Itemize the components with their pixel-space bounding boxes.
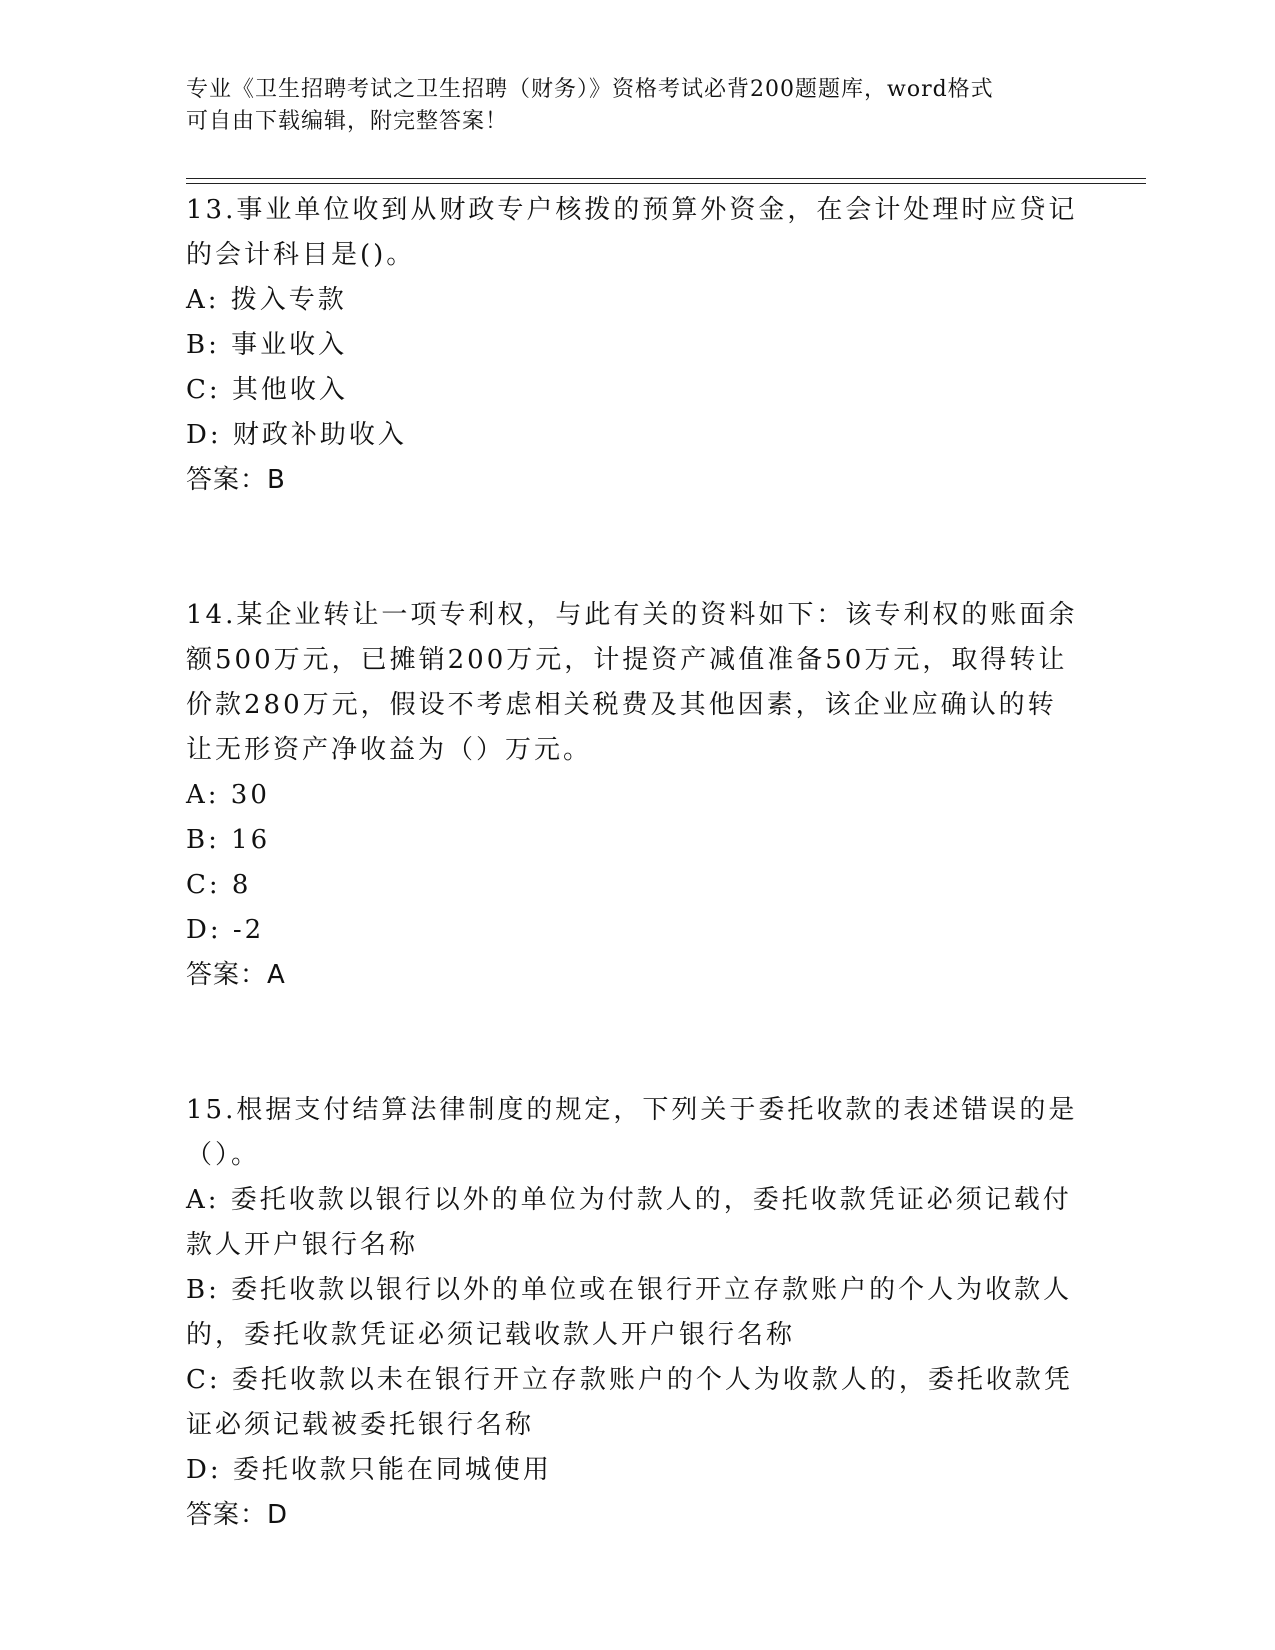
header-divider	[186, 178, 1146, 179]
question-text: 额500万元，已摊销200万元，计提资产减值准备50万元，取得转让	[186, 645, 1068, 675]
question-15	[186, 1088, 1086, 1538]
option-b: B: 事业收入	[186, 330, 348, 360]
option-a: A: 拨入专款	[186, 285, 347, 315]
spacer	[186, 998, 1086, 1088]
option-d: D: -2	[186, 915, 265, 945]
option-b: B: 委托收款以银行以外的单位或在银行开立存款账户的个人为收款人	[186, 1275, 1073, 1305]
option-c-continued: 证必须记载被委托银行名称	[186, 1410, 535, 1440]
question-13	[186, 188, 1086, 503]
document-header	[186, 74, 1066, 138]
question-text: 14.某企业转让一项专利权，与此有关的资料如下：该专利权的账面余	[186, 600, 1078, 630]
answer-line: 答案：A	[186, 960, 286, 990]
spacer	[186, 503, 1086, 593]
option-b-continued: 的，委托收款凭证必须记载收款人开户银行名称	[186, 1320, 796, 1350]
header-divider	[186, 183, 1146, 184]
header-line: 可自由下载编辑，附完整答案！	[186, 109, 509, 134]
answer-line: 答案：B	[186, 465, 286, 495]
question-text: 价款280万元，假设不考虑相关税费及其他因素，该企业应确认的转	[186, 690, 1057, 720]
option-a: A: 委托收款以银行以外的单位为付款人的，委托收款凭证必须记载付	[186, 1185, 1072, 1215]
question-text: 13.事业单位收到从财政专户核拨的预算外资金，在会计处理时应贷记	[186, 195, 1078, 225]
answer-line: 答案：D	[186, 1500, 289, 1530]
option-c: C: 8	[186, 870, 252, 900]
option-a: A: 30	[186, 780, 270, 810]
question-list	[186, 188, 1086, 1538]
question-text: 让无形资产净收益为（）万元。	[186, 735, 593, 765]
question-text: 的会计科目是()。	[186, 240, 416, 270]
question-14	[186, 593, 1086, 998]
option-d: D: 财政补助收入	[186, 420, 407, 450]
header-line: 专业《卫生招聘考试之卫生招聘（财务）》资格考试必背200题题库，word格式	[186, 77, 994, 102]
option-b: B: 16	[186, 825, 271, 855]
question-text: （）。	[186, 1140, 261, 1170]
option-d: D: 委托收款只能在同城使用	[186, 1455, 552, 1485]
option-c: C: 其他收入	[186, 375, 348, 405]
question-text: 15.根据支付结算法律制度的规定，下列关于委托收款的表述错误的是	[186, 1095, 1078, 1125]
option-a-continued: 款人开户银行名称	[186, 1230, 419, 1260]
option-c: C: 委托收款以未在银行开立存款账户的个人为收款人的，委托收款凭	[186, 1365, 1073, 1395]
